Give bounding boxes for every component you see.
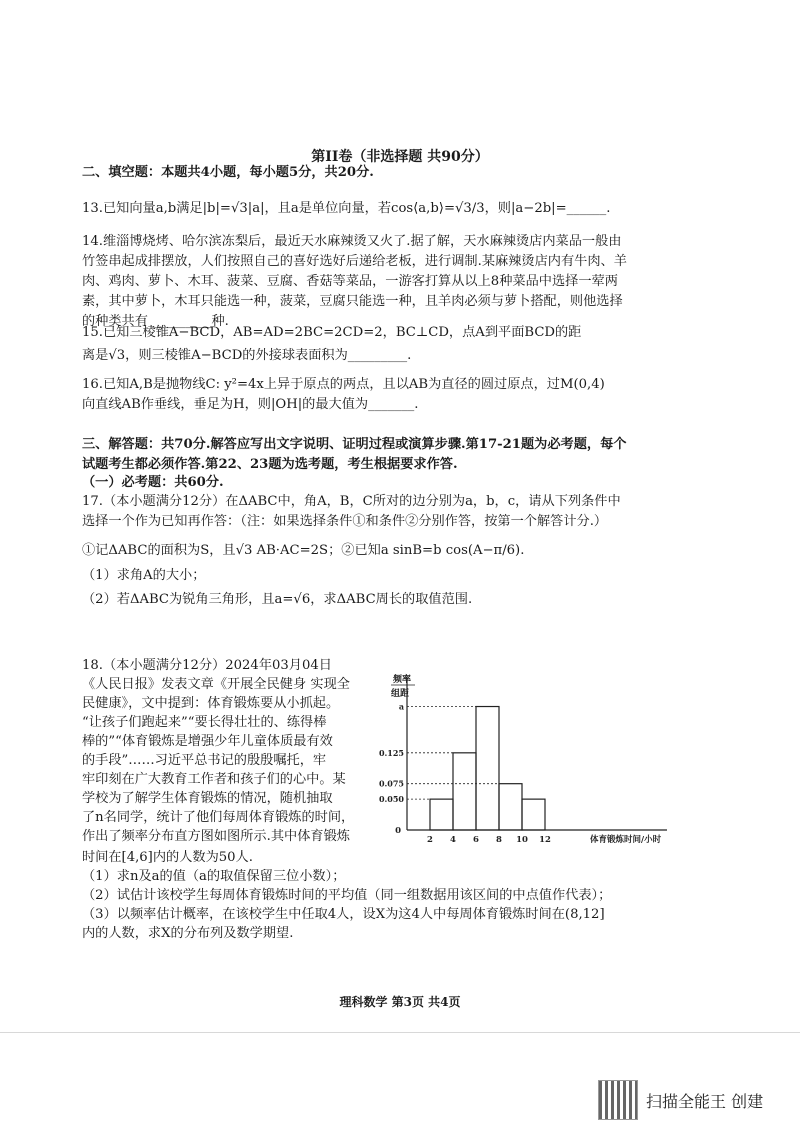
histogram-bar <box>499 784 522 830</box>
question-14-line-3: 肉、鸡肉、萝卜、木耳、菠菜、豆腐、香菇等菜品，一游客打算从以上8种菜品中选择一荤两 <box>82 274 618 289</box>
question-14-line-1: 14.维淄博烧烤、哈尔滨冻梨后，最近天水麻辣烫又火了.据了解，天水麻辣烫店内菜品一般由 <box>82 234 622 249</box>
y-tick-label: 0.075 <box>378 778 404 789</box>
question-18-part-3: （3）以频率估计概率，在该校学生中任取4人，设X为这4人中每周体育锻炼时间在(8,12] <box>82 907 605 922</box>
frequency-histogram <box>378 668 685 848</box>
x-tick-label: 12 <box>539 835 551 845</box>
question-13: 13.已知向量a,b满足|b|=√3|a|，且a是单位向量，若cos⟨a,b⟩=√3/3，则|a−2b|=______. <box>82 201 611 216</box>
question-18-part-1: （1）求n及a的值（a的取值保留三位小数）； <box>82 869 346 884</box>
section-fill-blank-heading: 二、填空题：本题共4小题，每小题5分，共20分. <box>82 165 374 180</box>
histogram-bar <box>476 707 499 830</box>
question-18-line-9: 了n名同学，统计了他们每周体育锻炼的时间， <box>82 810 355 825</box>
section-required-heading: （一）必考题：共60分. <box>82 475 224 490</box>
question-17-line-2: 选择一个作为已知再作答：（注：如果选择条件①和条件②分别作答，按第一个解答计分.） <box>82 514 608 529</box>
page-footer: 理科数学 第3页 共4页 <box>339 995 461 1009</box>
question-14-line-5: 的种类共有 _________种. <box>82 314 229 329</box>
histogram-bar <box>430 799 453 830</box>
section-answer-heading-line-1: 三、解答题：共70分.解答应写出文字说明、证明过程或演算步骤.第17-21题为必考题，每个 <box>82 437 627 452</box>
y-axis-label-bottom: 组距 <box>391 689 410 699</box>
question-14-line-4: 素，其中萝卜，木耳只能选一种，菠菜，豆腐只能选一种，且羊肉必须与萝卜搭配，则他选择 <box>82 294 623 309</box>
question-18-line-6: 的手段”……习近平总书记的殷殷嘱托，牢 <box>82 753 327 768</box>
question-18-part-2: （2）试估计该校学生每周体育锻炼时间的平均值（同一组数据用该区间的中点值作代表）； <box>82 888 612 903</box>
x-tick-label: 2 <box>427 835 433 845</box>
divider <box>0 1032 800 1033</box>
question-18-line-10: 作出了频率分布直方图如图所示.其中体育锻炼 <box>82 829 350 844</box>
question-18-line-8: 学校为了解学生体育锻炼的情况，随机抽取 <box>82 791 333 806</box>
question-15-line-2: 离是√3，则三棱锥A−BCD的外接球表面积为_________. <box>82 348 412 363</box>
y-tick-label: a <box>398 701 404 712</box>
question-15-line-1: 15.已知三棱锥A−BCD，AB=AD=2BC=2CD=2，BC⊥CD，点A到平面BCD的距 <box>82 325 582 340</box>
question-18-line-2: 《人民日报》发表文章《开展全民健身 实现全 <box>82 677 350 692</box>
histogram-bar <box>522 799 545 830</box>
question-17-part-2: （2）若ΔABC为锐角三角形，且a=√6，求ΔABC周长的取值范围. <box>82 592 473 607</box>
question-18-line-5: 棒的”“体育锻炼是增强少年儿童体质最有效 <box>82 734 333 749</box>
x-tick-label: 8 <box>496 835 502 845</box>
question-18-line-3: 民健康》，文中提到：体育锻炼要从小抓起。 <box>82 696 340 711</box>
question-18-part-3-cont: 内的人数，求X的分布列及数学期望. <box>82 926 294 941</box>
origin-label: 0 <box>395 826 401 836</box>
question-16-line-2: 向直线AB作垂线，垂足为H，则|OH|的最大值为_______. <box>82 397 419 412</box>
y-axis-label-top: 频率 <box>393 675 412 685</box>
histogram-bar <box>453 753 476 830</box>
section-answer-heading-line-2: 试题考生都必须作答.第22、23题为选考题，考生根据要求作答. <box>82 457 458 472</box>
page-title: 第II卷（非选择题 共90分） <box>311 149 489 165</box>
question-17-conditions: ①记ΔABC的面积为S，且√3 AB·AC=2S；②已知a sinB=b cos(A−π/6). <box>82 543 525 558</box>
watermark-text: 扫描全能王 创建 <box>646 1091 764 1111</box>
question-18-line-4: “让孩子们跑起来”“要长得壮壮的、练得棒 <box>82 715 327 730</box>
question-17-line-1: 17.（本小题满分12分）在ΔABC中，角A，B，C所对的边分别为a，b，c，请从下列条件中 <box>82 494 621 509</box>
y-tick-label: 0.050 <box>378 794 404 805</box>
question-17-part-1: （1）求角A的大小； <box>82 568 206 583</box>
x-tick-label: 10 <box>516 835 528 845</box>
x-axis-label: 体育锻炼时间/小时 <box>590 835 662 845</box>
x-tick-label: 6 <box>473 835 479 845</box>
question-16-line-1: 16.已知A,B是抛物线C: y²=4x上异于原点的两点，且以AB为直径的圆过原点，过M(0,4) <box>82 377 605 392</box>
question-14-line-2: 竹签串起成排摆放，人们按照自己的喜好选好后递给老板，进行调制.某麻辣烫店内有牛肉、羊 <box>82 254 627 269</box>
question-18-line-7: 牢印刻在广大教育工作者和孩子们的心中。某 <box>82 772 346 787</box>
y-tick-label: 0.125 <box>378 747 404 758</box>
scanner-watermark <box>598 1080 763 1120</box>
x-tick-label: 4 <box>450 835 456 845</box>
question-18-line-11: 时间在[4,6]内的人数为50人. <box>82 850 253 865</box>
qr-code-icon <box>598 1080 638 1120</box>
question-18-line-1: 18.（本小题满分12分）2024年03月04日 <box>82 658 332 673</box>
